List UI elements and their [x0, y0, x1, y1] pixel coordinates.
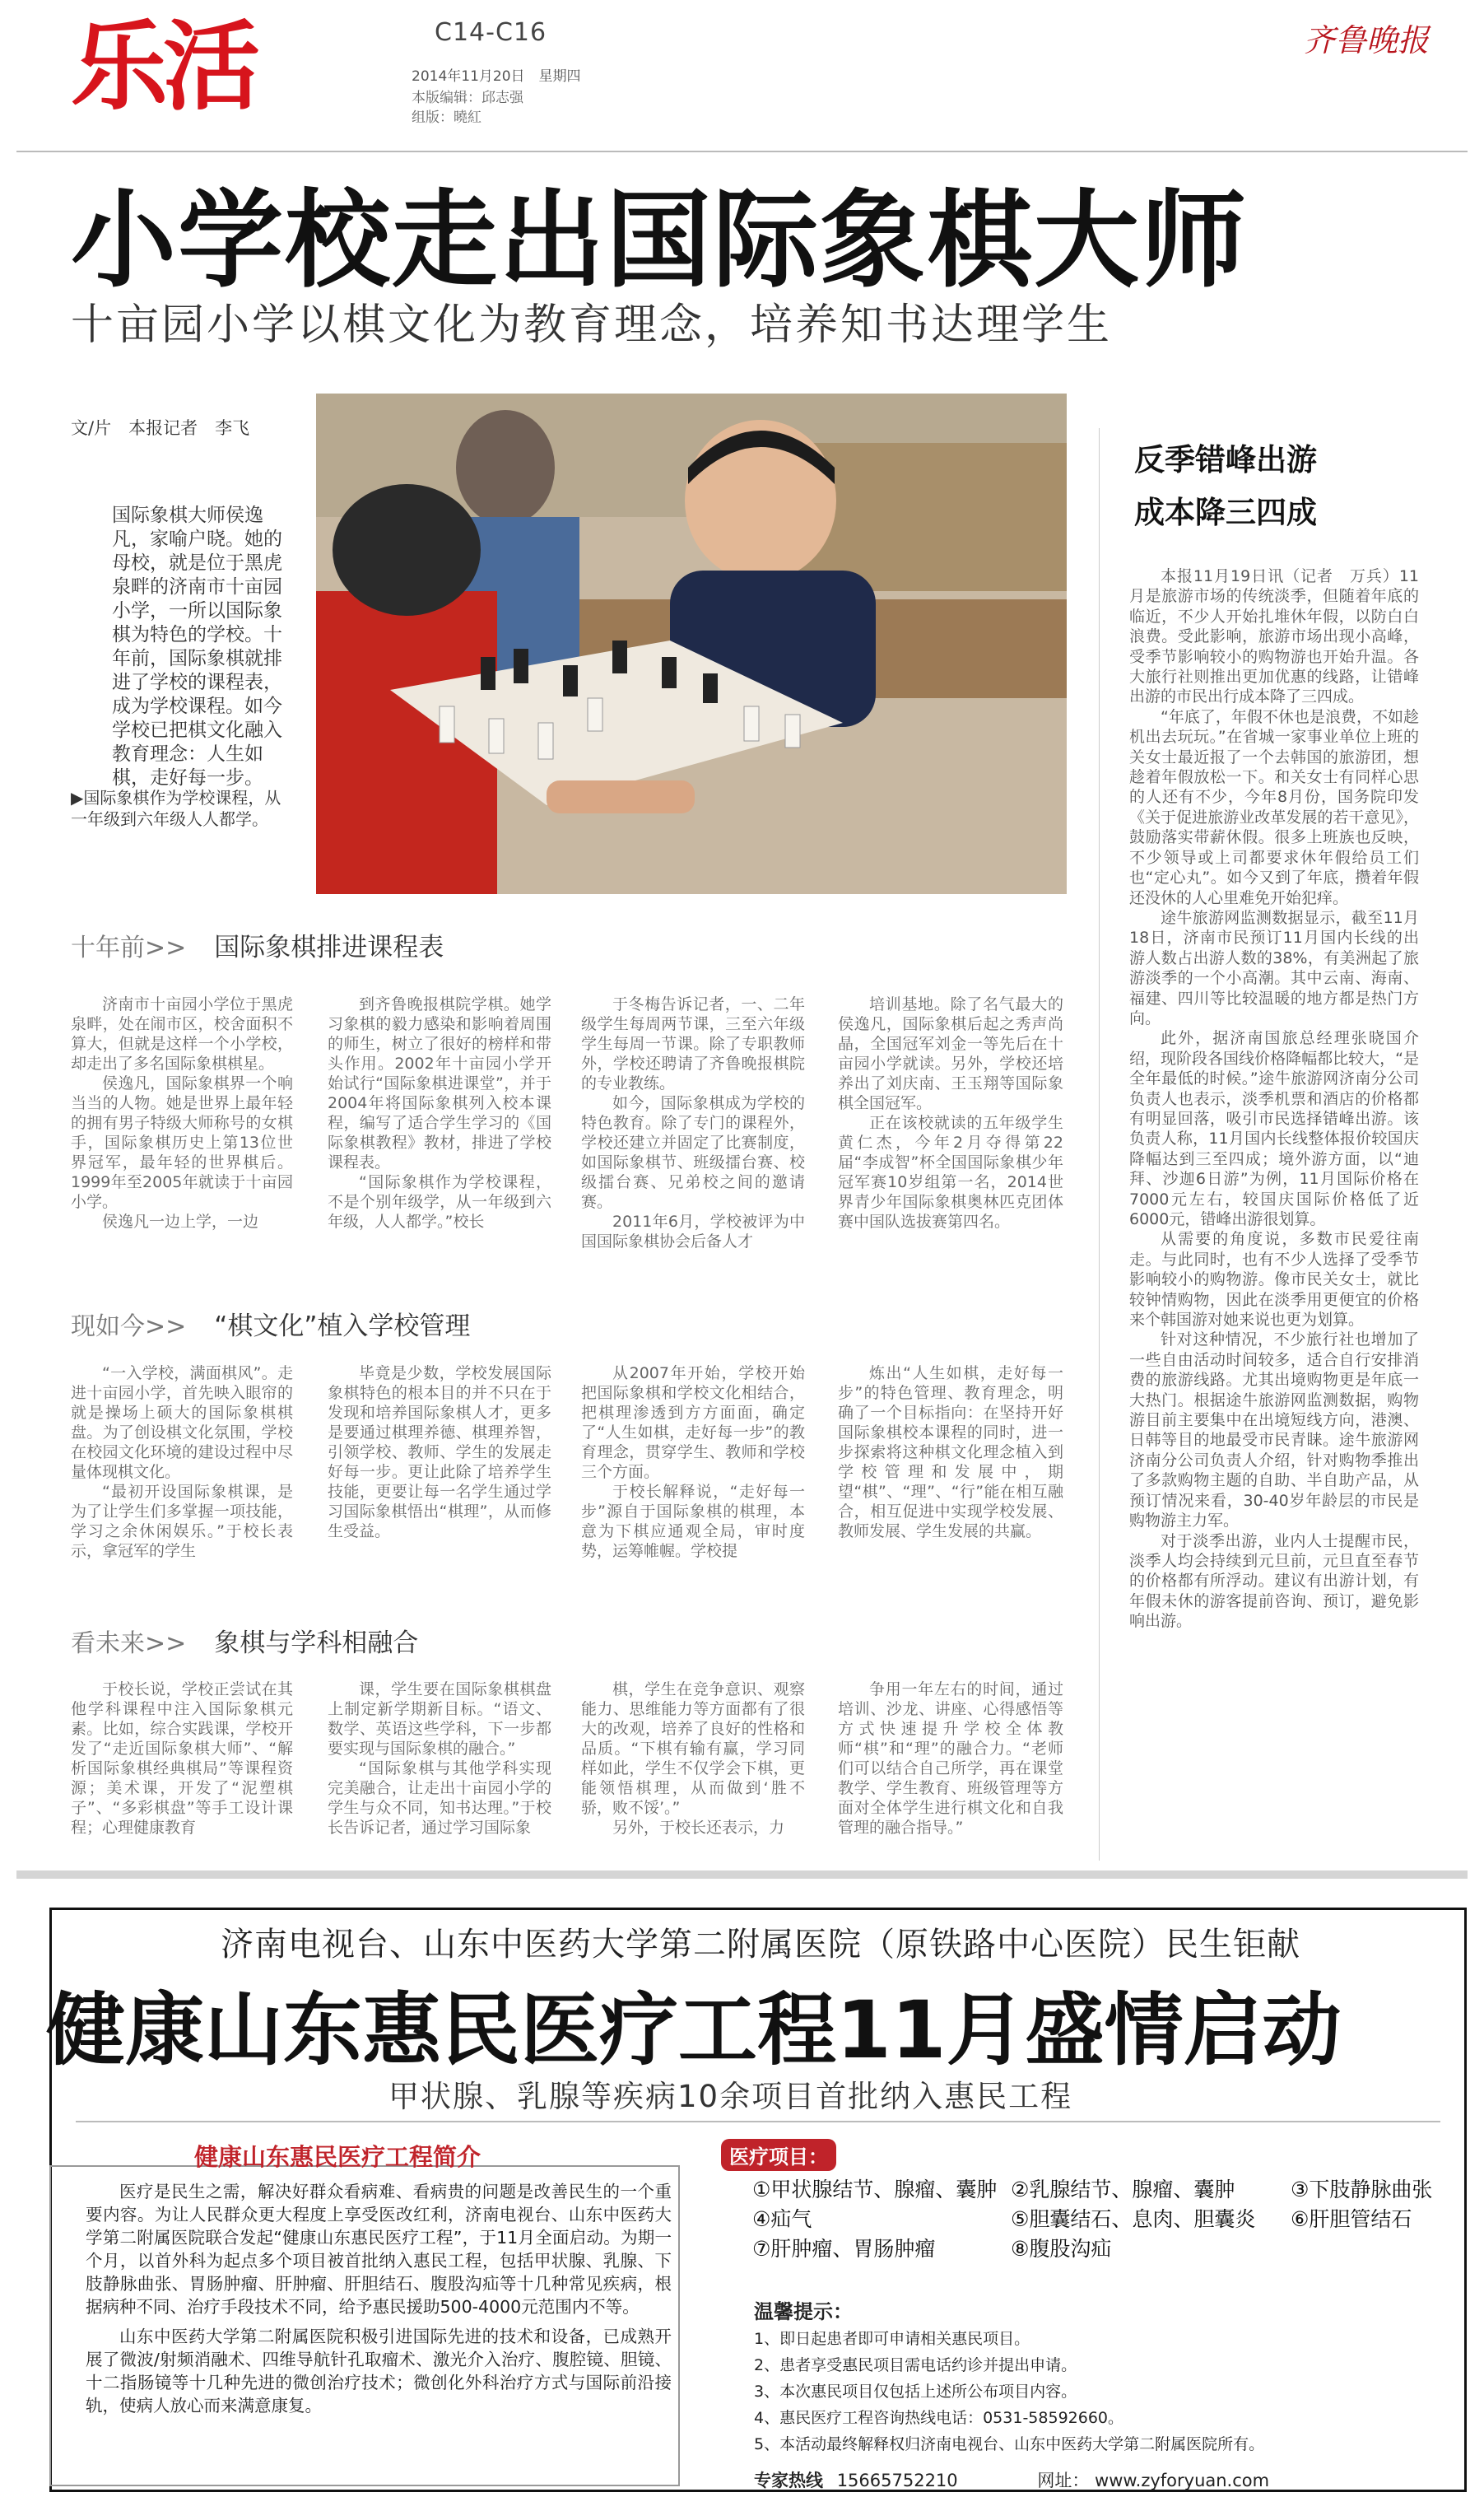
- header-rule: [16, 151, 1468, 152]
- sidebar-paragraph: “年底了，年假不休也是浪费，不如趁机出去玩玩。”在省城一家事业单位上班的关女士最近报了一个去韩国的旅游团，想趁着年假放松一下。和关女士有同样心思的人还有不少，今年8月份，国务院印发《关于促进旅游业改革发展的若干意见》，鼓励落实带薪休假。很多上班族也反映，不少领导或上司都要求休年假给员工们也“定心丸”。如今又到了年底，攒着年假还没休的人心里难免开始犯痒。: [1129, 707, 1419, 907]
- hotline-label: 专家热线: [754, 2471, 823, 2490]
- projects-label: 医疗项目：: [721, 2139, 836, 2171]
- project-item: ⑦肝肿瘤、胃肠肿瘤: [752, 2237, 936, 2261]
- body-paragraph: 侯逸凡，国际象棋界一个响当当的人物。她是世界上最年轻的拥有男子特级大师称号的女棋手，国际象棋历史上第13位世界冠军，最年轻的世界棋后。1999年至2005年就读于十亩园小学。: [71, 1074, 293, 1211]
- issue-date: 2014年11月20日 星期四: [412, 68, 581, 85]
- byline: 文/片 本报记者 李飞: [71, 418, 250, 438]
- photo-caption: ▶国际象棋作为学校课程，从一年级到六年级人人都学。: [71, 788, 281, 829]
- body-column: [581, 1679, 805, 1838]
- section-logo: 乐活: [71, 10, 256, 123]
- article-photo: [316, 394, 1067, 894]
- body-paragraph: 棋，学生在竞争意识、观察能力、思维能力等方面都有了很大的改观，培养了良好的性格和品质。“下棋有输有赢，学习同样如此，学生不仅学会下棋，更能领悟棋理，从而做到‘胜不骄，败不馁’。”: [581, 1680, 805, 1817]
- tips-heading: 温馨提示：: [754, 2300, 853, 2323]
- lead-paragraph: 国际象棋大师侯逸凡，家喻户晓。她的母校，就是位于黑虎泉畔的济南市十亩园小学，一所以国际象棋为特色的学校。十年前，国际象棋就排进了学校的课程表，成为学校课程。如今学校已把棋文化融入教育理念：人生如棋，走好每一步。: [112, 505, 282, 789]
- body-paragraph: 济南市十亩园小学位于黑虎泉畔，处在闹市区，校舍面积不算大，但就是这样一个小学校，却走出了多名国际象棋棋星。: [71, 995, 293, 1073]
- sidebar-headline: 成本降三四成: [1134, 495, 1317, 530]
- project-item: ⑤胆囊结石、息肉、胆囊炎: [1011, 2207, 1256, 2231]
- body-paragraph: 课，学生要在国际象棋棋盘上制定新学期新目标。“语文、数学、英语这些学科，下一步都要实现与国际象棋的融合。”: [328, 1680, 551, 1758]
- body-column: [581, 995, 805, 1251]
- body-paragraph: “一入学校，满面棋风”。走进十亩园小学，首先映入眼帘的就是操场上硕大的国际象棋棋盘。为了创设棋文化氛围，学校在校园文化环境的建设过程中尽量体现棋文化。: [71, 1364, 293, 1481]
- tip-item: 3、本次惠民项目仅包括上述所公布项目内容。: [754, 2383, 1077, 2401]
- sidebar-paragraph: 本报11月19日讯（记者 万兵）11月是旅游市场的传统淡季，但随着年底的临近，不少人开始扎堆休年假，以防白白浪费。受此影响，旅游市场出现小高峰，受季节影响较小的购物游也开始升温。各大旅行社则推出更加优惠的线路，让错峰出游的市民出行成本降了三四成。: [1129, 567, 1419, 706]
- ad-subtitle: 甲状腺、乳腺等疾病10余项目首批纳入惠民工程: [388, 2079, 1073, 2114]
- sidebar-paragraph: 此外，据济南国旅总经理张晓国介绍，现阶段各国线价格降幅都比较大，“是全年最低的时候。”途牛旅游网济南分公司负责人也表示，淡季机票和酒店的价格都有明显回落，吸引市民选择错峰出游。该负责人称，11月国内长线整体报价较国庆降幅达到三至四成；境外游方面，以“迪拜、沙迦6日游”为例，11月国际价格在7000元左右，较国庆国际价格低了近6000元，错峰出游很划算。: [1129, 1029, 1419, 1228]
- hotline-row: [754, 2467, 1269, 2492]
- sidebar-paragraph: 从需要的角度说，多数市民爱往南走。与此同时，也有不少人选择了受季节影响较小的购物游。像市民关女士，就比较钟情购物，因此在淡季用更便宜的价格来个韩国游对她来说也更为划算。: [1129, 1230, 1419, 1330]
- ad-intro-body: [86, 2180, 672, 2424]
- body-paragraph: 如今，国际象棋成为学校的特色教育。除了专门的课程外，学校还建立并固定了比赛制度，如国际象棋节、班级擂台赛、校级擂台赛、兄弟校之间的邀请赛。: [581, 1094, 805, 1211]
- ad-intro-heading: 健康山东惠民医疗工程简介: [194, 2143, 481, 2171]
- body-column: [328, 995, 551, 1232]
- sidebar-paragraph: 针对这种情况，不少旅行社也增加了一些自由活动时间较多，适合自行安排消费的旅游线路。尤其出境购物更是年底一大热门。根据途牛旅游网监测数据，购物游目前主要集中在出境短线方向，港澳、日韩等目的地最受市民青睐。途牛旅游网济南分公司负责人介绍，针对购物季推出了多款购物主题的自助、半自助产品，从预订情况来看，30-40岁年龄层的市民是购物游主力军。: [1129, 1330, 1419, 1530]
- sidebar-paragraph: 途牛旅游网监测数据显示，截至11月18日，济南市民预订11月国内长线的出游人数占出游人数的38%，有美洲起了旅游淡季的一个小高潮。其中云南、海南、福建、四川等比较温暖的地方都是热门方向。: [1129, 908, 1419, 1027]
- subheadline: 十亩园小学以棋文化为教育理念，培养知书达理学生: [71, 300, 1113, 350]
- website-label: 网址：: [1037, 2471, 1090, 2490]
- ad-sponsor-line: 济南电视台、山东中医药大学第二附属医院（原铁路中心医院）民生钜献: [221, 1926, 1300, 1964]
- body-paragraph: 于冬梅告诉记者，一、二年级学生每周两节课，三至六年级学生每周一节课。除了专职教师外，学校还聘请了齐鲁晚报棋院的专业教练。: [581, 995, 805, 1092]
- sidebar-paragraph: 对于淡季出游，业内人士提醒市民，淡季人均会持续到元旦前，元旦直至春节的价格都有所浮动。建议有出游计划，有年假未休的游客提前咨询、预订，避免影响出游。: [1129, 1531, 1419, 1631]
- body-paragraph: 正在该校就读的五年级学生黄仁杰，今年2月夺得第22届“李成智”杯全国国际象棋少年冠军赛10岁组第一名，2014世界青少年国际象棋奥林匹克团体赛中国队选拔赛第四名。: [838, 1114, 1063, 1231]
- section-heading: [71, 926, 444, 963]
- body-column: [328, 1679, 551, 1838]
- section-divider: [16, 1870, 1468, 1879]
- body-paragraph: 于校长解释说，“走好每一步”源自于国际象棋的棋理，本意为下棋应通观全局，审时度势，运筹帷幄。学校提: [581, 1483, 805, 1560]
- section-title: 象棋与学科相融合: [214, 1628, 419, 1658]
- tip-item: 4、惠民医疗工程咨询热线电话：0531-58592660。: [754, 2409, 1124, 2427]
- tip-item: 1、即日起患者即可申请相关惠民项目。: [754, 2330, 1030, 2348]
- sidebar-headline: 反季错峰出游: [1134, 442, 1317, 478]
- designer-credit: 组版：曉紅: [412, 109, 481, 126]
- body-column: [71, 1363, 293, 1561]
- section-title: 国际象棋排进课程表: [214, 933, 444, 962]
- project-item: ③下肢静脉曲张: [1291, 2178, 1433, 2201]
- body-column: 炼出“人生如棋，走好每一步”的特色管理、教育理念，明确了一个目标指向：在坚持开好国际象棋校本课程的同时，进一步探索将这种棋文化理念植入到学校管理和发展中，期望“棋”、“理”、“行”能在相互融合，相互促进中实现学校发展、教师发展、学生发展的共赢。: [838, 1364, 1063, 1540]
- body-paragraph: 培训基地。除了名气最大的侯逸凡，国际象棋后起之秀声尚晶，全国冠军刘金一等先后在十亩园小学就读。另外，学校还培养出了刘庆南、王玉翔等国际象棋全国冠军。: [838, 995, 1063, 1112]
- section-heading: [71, 1305, 470, 1342]
- section-tag: 十年前>>: [71, 934, 187, 962]
- body-column: 争用一年左右的时间，通过培训、沙龙、讲座、心得感悟等方式快速提升学校全体教师“棋”和“理”的融合力。“老师们可以结合自己所学，再在课堂教学、学生教育、班级管理等方面对全体学生进行棋文化和自我管理的融合指导。”: [838, 1680, 1063, 1837]
- project-item: ④疝气: [752, 2207, 812, 2231]
- ad-title: 健康山东惠民医疗工程11月盛情启动: [46, 1984, 1342, 2076]
- body-column: [581, 1363, 805, 1561]
- body-paragraph: 另外，于校长还表示，力: [612, 1819, 785, 1837]
- body-paragraph: 从2007年开始，学校开始把国际象棋和学校文化相结合，把棋理渗透到方方面面，确定了“人生如棋，走好每一步”的教育理念，贯穿学生、教师和学校三个方面。: [581, 1364, 805, 1481]
- newspaper-brand: 齐鲁晚报: [1304, 22, 1430, 58]
- sidebar-divider: [1099, 428, 1100, 1861]
- body-column: [838, 995, 1063, 1232]
- ad-intro-paragraph: 山东中医药大学第二附属医院积极引进国际先进的技术和设备，已成熟开展了微波/射频消融术、四维导航针孔取瘤术、激光介入治疗、腹腔镜、胆镜、十二指肠镜等十几种先进的微创治疗技术；微创化外科治疗方式与国际前沿接轨，使病人放心而来满意康复。: [86, 2327, 672, 2415]
- project-item: ②乳腺结节、腺瘤、囊肿: [1011, 2178, 1235, 2201]
- body-column: 毕竟是少数，学校发展国际象棋特色的根本目的并不只在于发现和培养国际象棋人才，更多是要通过棋理养德、棋理养智，引领学校、教师、学生的发展走好每一步。更让此除了培养学生技能，更要让每一名学生通过学习国际象棋悟出“棋理”，从而修生受益。: [328, 1364, 551, 1540]
- body-paragraph: 2011年6月，学校被评为中国国际象棋协会后备人才: [581, 1213, 805, 1251]
- body-paragraph: 侯逸凡一边上学，一边: [102, 1213, 259, 1231]
- section-tag: 现如今>>: [71, 1312, 187, 1341]
- headline: 小学校走出国际象棋大师: [71, 179, 1249, 302]
- project-item: ⑧腹股沟疝: [1011, 2237, 1112, 2261]
- website-url[interactable]: www.zyforyuan.com: [1095, 2471, 1270, 2490]
- page-range: C14-C16: [435, 18, 547, 47]
- body-column: 于校长说，学校正尝试在其他学科课程中注入国际象棋元素。比如，综合实践课，学校开发了“走近国际象棋大师”、“解析国际象棋经典棋局”等课程资源；美术课，开发了“泥塑棋子”、“多彩棋盘”等手工设计课程；心理健康教育: [71, 1680, 293, 1837]
- body-paragraph: 到齐鲁晚报棋院学棋。她学习象棋的毅力感染和影响着周围的师生，树立了很好的榜样和带头作用。2002年十亩园小学开始试行“国际象棋进课堂”，并于2004年将国际象棋列入校本课程，编写了适合学生学习的《国际象棋教程》教材，排进了学校课程表。: [328, 995, 551, 1172]
- project-item: ⑥肝胆管结石: [1291, 2207, 1412, 2231]
- section-tag: 看未来>>: [71, 1629, 187, 1658]
- chess-class-photo-illustration: [316, 394, 1067, 894]
- sidebar-body: [1129, 566, 1419, 1632]
- hotline-number: 15665752210: [836, 2471, 958, 2490]
- editor-credit: 本版编辑：邱志强: [412, 90, 523, 106]
- ad-intro-paragraph: 医疗是民生之需，解决好群众看病难、看病贵的问题是改善民生的一个重要内容。为让人民群众更大程度上享受医改红利，济南电视台、山东中医药大学第二附属医院联合发起“健康山东惠民医疗工程”，于11月全面启动。为期一个月，以首外科为起点多个项目被首批纳入惠民工程，包括甲状腺、乳腺、下肢静脉曲张、胃肠肿瘤、肝肿瘤、肝胆结石、腹股沟疝等十几种常见疾病，根据病种不同、治疗手段技术不同，给予惠民援助500-4000元范围内不等。: [86, 2182, 672, 2317]
- ad-rule: [76, 2121, 1440, 2122]
- body-column: [71, 995, 293, 1232]
- project-item: ①甲状腺结节、腺瘤、囊肿: [752, 2178, 998, 2201]
- body-paragraph: “国际象棋作为学校课程，不是个别年级学，从一年级到六年级，人人都学。”校长: [328, 1173, 551, 1231]
- tip-item: 2、患者享受惠民项目需电话约诊并提出申请。: [754, 2356, 1077, 2374]
- body-paragraph: “最初开设国际象棋课，是为了让学生们多掌握一项技能，学习之余休闲娱乐。”于校长表示，拿冠军的学生: [71, 1483, 293, 1560]
- section-title: “棋文化”植入学校管理: [214, 1311, 471, 1341]
- body-paragraph: “国际象棋与其他学科实现完美融合，让走出十亩园小学的学生与众不同，知书达理。”于校长告诉记者，通过学习国际象: [328, 1759, 551, 1837]
- section-heading: [71, 1622, 418, 1659]
- tip-item: 5、本活动最终解释权归济南电视台、山东中医药大学第二附属医院所有。: [754, 2435, 1265, 2453]
